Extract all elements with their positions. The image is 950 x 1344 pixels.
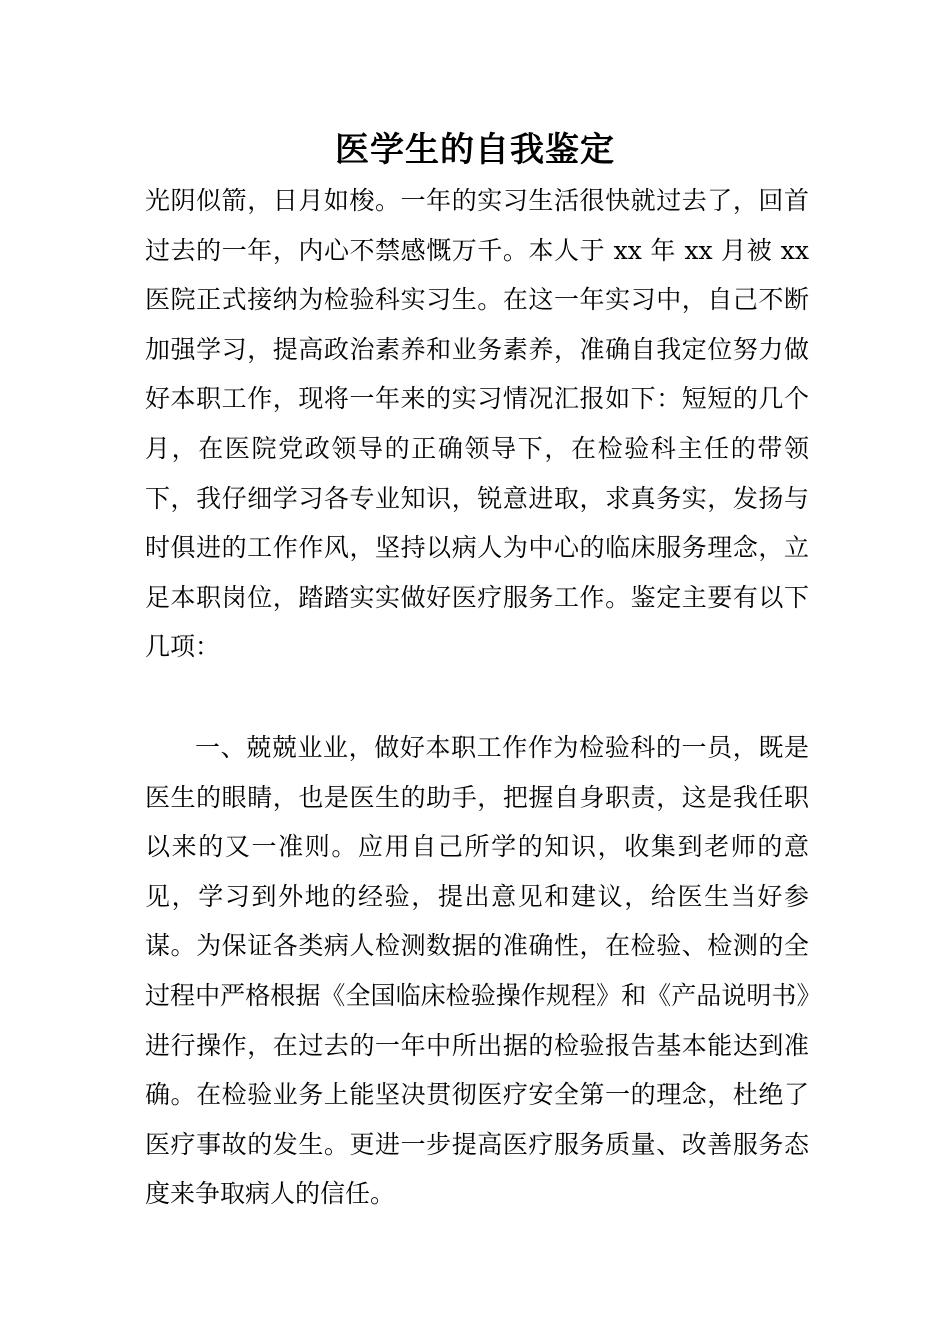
document-title: 医学生的自我鉴定 (335, 130, 615, 170)
paragraph-section-one: 一、兢兢业业，做好本职工作作为检验科的一员，既是医生的眼睛，也是医生的助手，把握自身职责，这是我任职以来的又一准则。应用自己所学的知识，收集到老师的意见，学习到外地的经验，提出意见和建议，给医生当好参谋。为保证各类病人检测数据的准确性，在检验、检测的全过程中严格根据《全国临床检验操作规程》和《产品说明书》进行操作，在过去的一年中所出据的检验报告基本能达到准确。在检验业务上能坚决贯彻医疗安全第一的理念，杜绝了医疗事故的发生。更进一步提高医疗服务质量、改善服务态度来争取病人的信任。 (145, 733, 809, 1209)
paragraph-intro: 光阴似箭，日月如梭。一年的实习生活很快就过去了，回首过去的一年，内心不禁感慨万千。本人于 xx 年 xx 月被 xx 医院正式接纳为检验科实习生。在这一年实习中，自己不断加强学习，提高政治素养和业务素养，准确自我定位努力做好本职工作，现将一年来的实习情况汇报如下：短短的几个月，在医院党政领导的正确领导下，在检验科主任的带领下，我仔细学习各专业知识，锐意进取，求真务实，发扬与时俱进的工作作风，坚持以病人为中心的临床服务理念，立足本职岗位，踏踏实实做好医疗服务工作。鉴定主要有以下几项： (145, 186, 809, 662)
